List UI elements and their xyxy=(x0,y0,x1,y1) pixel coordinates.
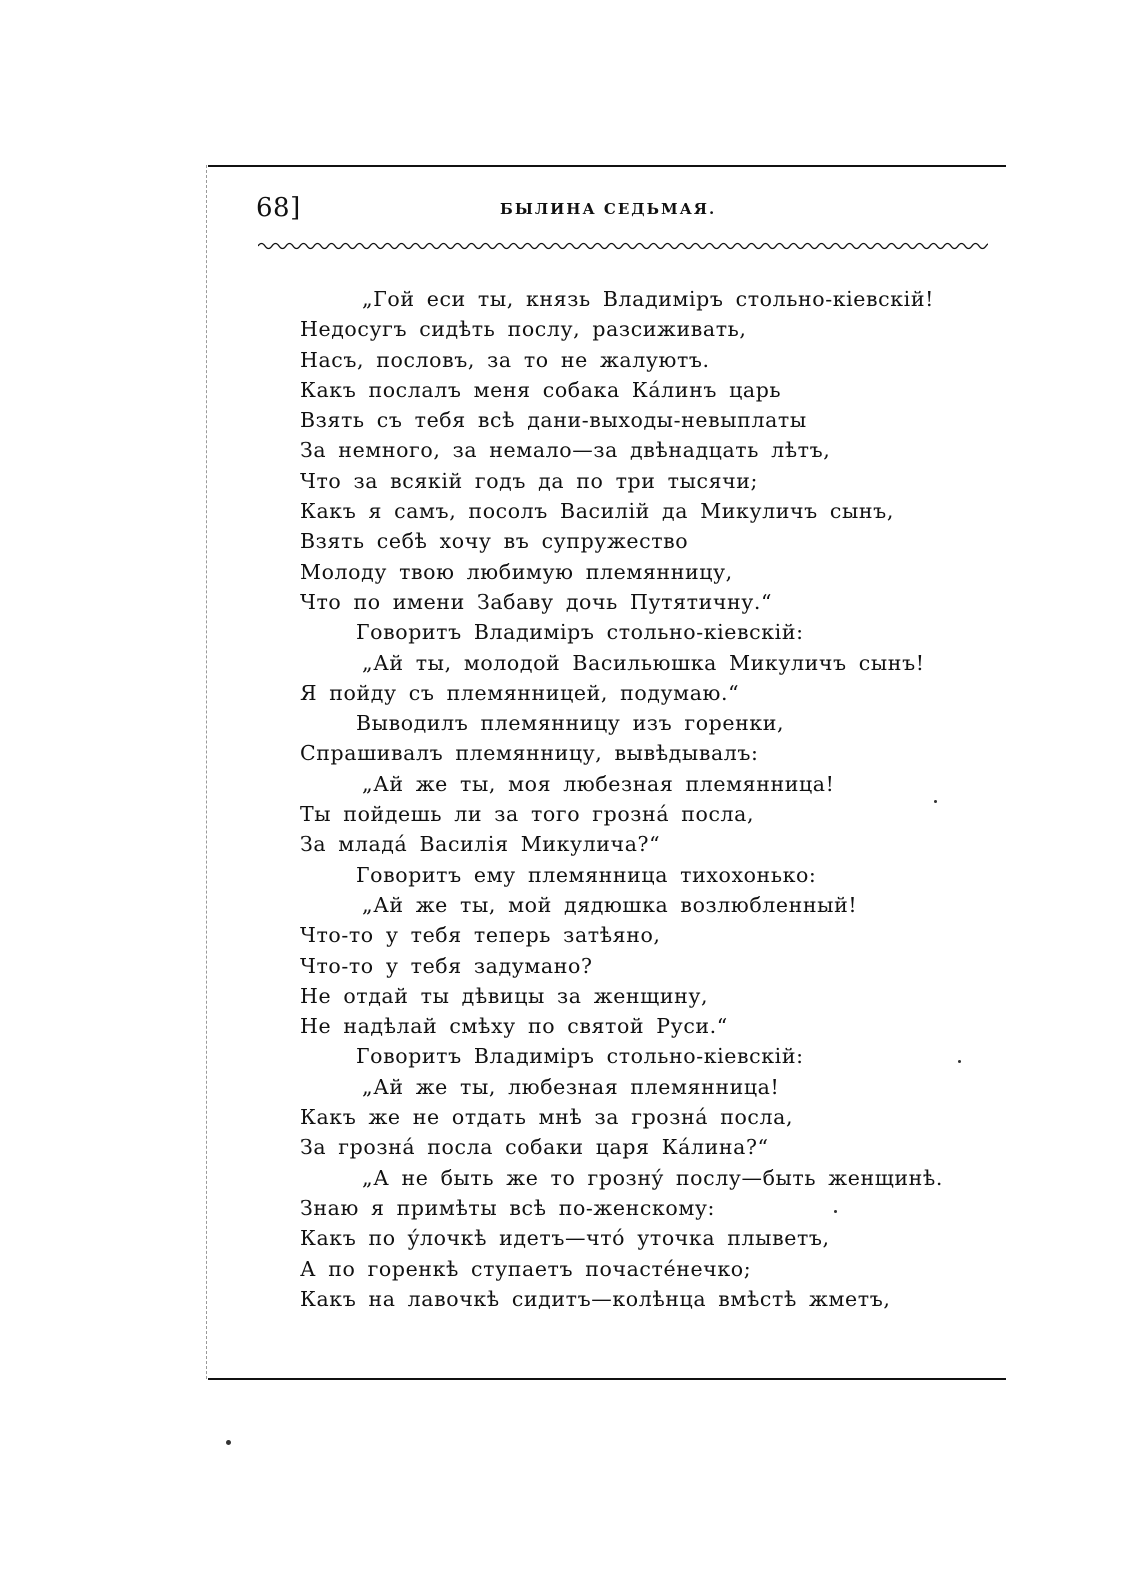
margin-guide-line xyxy=(206,165,207,1379)
poem-line: Знаю я примѣты всѣ по-женскому: xyxy=(300,1195,716,1220)
poem-line: Недосугъ сидѣть послу, разсиживать, xyxy=(300,317,747,342)
poem-line: „А не быть же то грознý послу—быть женщинѣ. xyxy=(362,1165,943,1190)
poem-line: Что-то у тебя теперь затѣяно, xyxy=(300,923,661,948)
poem-line: За грознá посла собаки царя Кáлина?“ xyxy=(300,1135,769,1160)
poem-line: За немного, за немало—за двѣнадцать лѣтъ, xyxy=(300,438,831,463)
poem-line: Молоду твою любимую племянницу, xyxy=(300,559,733,584)
poem-line: Говоритъ Владиміръ стольно-кіевскій: xyxy=(356,1044,804,1069)
page-number: 68] xyxy=(256,193,301,223)
poem-line: Какъ я самъ, посолъ Василій да Микуличъ сынъ, xyxy=(300,499,894,524)
poem-line: Не отдай ты дѣвицы за женщину, xyxy=(300,983,709,1008)
poem-line: Какъ послалъ меня собака Кáлинъ царь xyxy=(300,377,782,402)
poem-line: Насъ, пословъ, за то не жалуютъ. xyxy=(300,347,710,372)
poem-line: Какъ по ýлочкѣ идетъ—чтó уточка плыветъ, xyxy=(300,1226,830,1251)
print-speck xyxy=(934,800,937,803)
poem-line: „Ай ты, молодой Васильюшка Микуличъ сынъ! xyxy=(362,650,925,675)
poem-line: Я пойду съ племянницей, подумаю.“ xyxy=(300,680,740,705)
bottom-rule xyxy=(208,1378,1006,1380)
poem-line: Взять себѣ хочу въ супружество xyxy=(300,529,689,554)
poem-text xyxy=(300,284,1000,1314)
wavy-ornament-rule xyxy=(258,240,988,252)
poem-line: Говоритъ Владиміръ стольно-кіевскій: xyxy=(356,620,804,645)
poem-line: „Ай же ты, любезная племянница! xyxy=(362,1074,780,1099)
top-rule xyxy=(208,165,1006,167)
poem-line: Ты пойдешь ли за того грознá посла, xyxy=(300,802,755,827)
poem-line: За младá Василія Микулича?“ xyxy=(300,832,661,857)
poem-line: Спрашивалъ племянницу, вывѣдывалъ: xyxy=(300,741,759,766)
poem-line: „Ай же ты, моя любезная племянница! xyxy=(362,771,835,796)
poem-line: Не надѣлай смѣху по святой Руси.“ xyxy=(300,1014,728,1039)
poem-line: Выводилъ племянницу изъ горенки, xyxy=(356,711,785,736)
poem-line: Что по имени Забаву дочь Путятичну.“ xyxy=(300,589,773,614)
poem-line: Какъ на лавочкѣ сидитъ—колѣнца вмѣстѣ жметъ, xyxy=(300,1286,891,1311)
poem-line: Что-то у тебя задумано? xyxy=(300,953,593,978)
poem-line: А по горенкѣ ступаетъ почастéнечко; xyxy=(300,1256,752,1281)
poem-line: Взять съ тебя всѣ дани-выходы-невыплаты xyxy=(300,408,807,433)
running-head: БЫЛИНА СЕДЬМАЯ. xyxy=(500,200,717,218)
poem-line: Говоритъ ему племянница тихохонько: xyxy=(356,862,817,887)
print-speck xyxy=(958,1060,961,1063)
poem-line: Какъ же не отдать мнѣ за грознá посла, xyxy=(300,1105,794,1130)
print-speck xyxy=(226,1440,231,1445)
print-speck xyxy=(834,1210,837,1213)
poem-line: Что за всякій годъ да по три тысячи; xyxy=(300,468,759,493)
poem-line: „Гой еси ты, князь Владиміръ стольно-кіевскій! xyxy=(362,287,934,311)
poem-line: „Ай же ты, мой дядюшка возлюбленный! xyxy=(362,892,858,917)
